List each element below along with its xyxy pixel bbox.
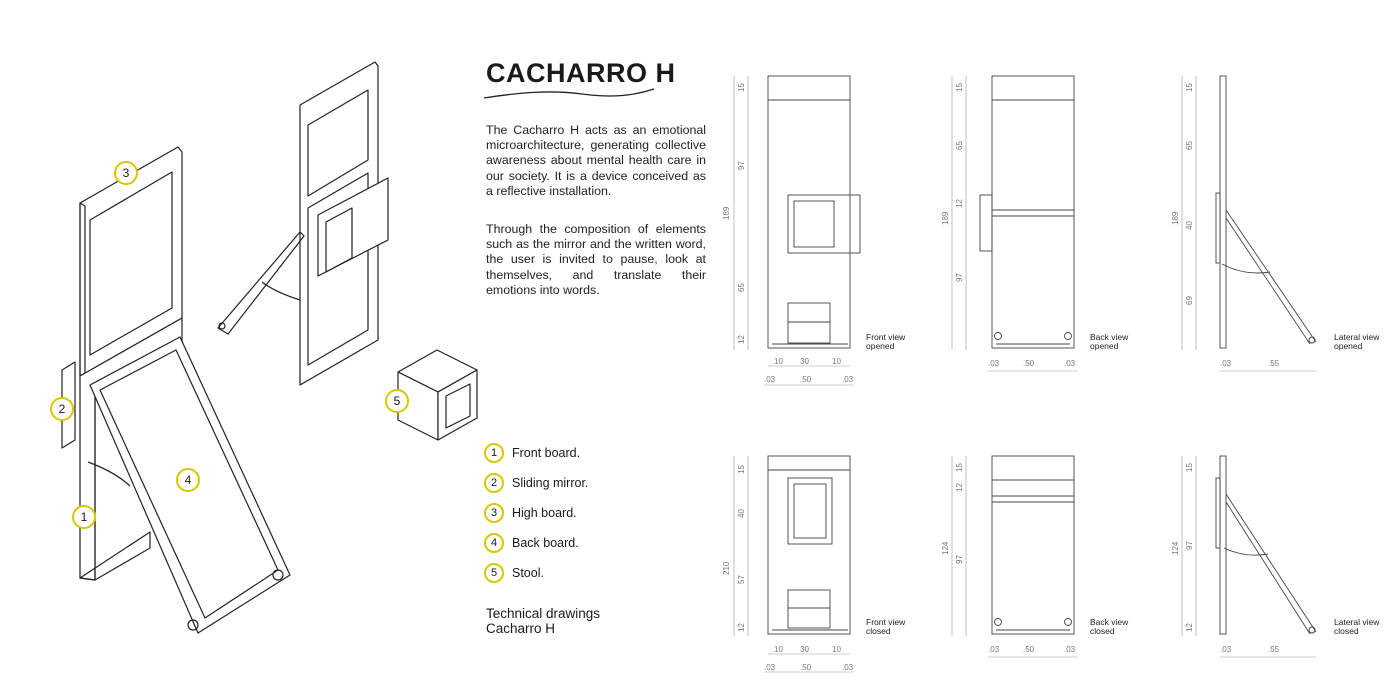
dim-fc-w1: 10: [774, 645, 783, 654]
legend-item-5: [484, 561, 544, 585]
legend-badge: 1: [484, 443, 504, 463]
dim-fc-b: 40: [737, 509, 746, 518]
dim-lo-b: 65: [1185, 141, 1194, 150]
callout-2: 2: [50, 397, 74, 421]
dim-fc-w4: .03: [764, 663, 776, 672]
legend-item-2: [484, 471, 588, 495]
caption-line: Back view: [1090, 332, 1129, 342]
legend-item-4: [484, 531, 579, 555]
dim-bc-w2: .50: [1023, 645, 1035, 654]
legend-label: Back board.: [512, 536, 579, 550]
legend-item-1: [484, 441, 580, 465]
dim-bc-b: 12: [955, 483, 964, 492]
dim-bo-d: 97: [955, 273, 964, 282]
dim-lo-a: 15: [1185, 83, 1194, 92]
caption-line: Front view: [866, 332, 906, 342]
dim-bc-total: 124: [941, 541, 950, 555]
dim-bo-c: 12: [955, 199, 964, 208]
dim-bo-w1: .03: [988, 359, 1000, 368]
technical-drawings: [720, 60, 1400, 690]
front-view-opened-drawing: [734, 76, 860, 385]
dim-bc-w1: .03: [988, 645, 1000, 654]
dim-fo-c: 65: [737, 283, 746, 292]
dim-lc-total: 124: [1171, 541, 1180, 555]
dim-lo-total: 189: [1171, 211, 1180, 225]
description-paragraph-1: The Cacharro H acts as an emotional microarchitecture, generating collective awareness about mental health care in our society. It is a device conceived as a reflective installation.: [486, 123, 706, 198]
caption-front-view-closed: [866, 618, 905, 636]
caption-line: Front view: [866, 617, 906, 627]
dim-fc-w3: 10: [832, 645, 841, 654]
caption-line: Lateral view: [1334, 332, 1380, 342]
dim-fo-w5: .50: [800, 375, 812, 384]
legend-badge: 5: [484, 563, 504, 583]
dim-fc-c: 57: [737, 575, 746, 584]
legend-label: High board.: [512, 506, 577, 520]
page-title: CACHARRO H: [486, 58, 676, 88]
isometric-illustration: [0, 0, 480, 700]
dim-fc-total: 210: [722, 561, 731, 575]
callout-4: 4: [176, 468, 200, 492]
caption-back-view-opened: [1090, 333, 1128, 351]
description-paragraph-2: Through the composition of elements such as the mirror and the written word, the user is invited to pause, look at themselves, and translate their emotions into words.: [486, 222, 706, 297]
caption-line: closed: [866, 626, 891, 636]
caption-line-1: Technical drawings: [486, 606, 601, 621]
dim-fo-d: 12: [737, 335, 746, 344]
lateral-view-closed-drawing: [1182, 456, 1316, 657]
dim-lc-c: 12: [1185, 623, 1194, 632]
caption-line: Lateral view: [1334, 617, 1380, 627]
legend-badge: 4: [484, 533, 504, 553]
dim-fc-w5: .50: [800, 663, 812, 672]
dim-bo-a: 15: [955, 83, 964, 92]
dim-bc-w3: .03: [1064, 645, 1076, 654]
dim-bc-c: 97: [955, 555, 964, 564]
dim-lc-a: 15: [1185, 463, 1194, 472]
dim-bo-w3: .03: [1064, 359, 1076, 368]
callout-5: 5: [385, 389, 409, 413]
dim-fc-d: 12: [737, 623, 746, 632]
legend-label: Sliding mirror.: [512, 476, 589, 490]
caption-line: opened: [866, 341, 895, 351]
dim-bo-total: 189: [941, 211, 950, 225]
dim-lc-w1: .03: [1220, 645, 1232, 654]
back-view-closed-drawing: [952, 456, 1078, 657]
dim-fo-w2: 30: [800, 357, 809, 366]
dim-bc-a: 15: [955, 463, 964, 472]
callout-1: 1: [72, 505, 96, 529]
legend-badge: 2: [484, 473, 504, 493]
callout-3: 3: [114, 161, 138, 185]
dim-lo-w2: .55: [1268, 359, 1280, 368]
caption-front-view-opened: [866, 333, 905, 351]
dim-lc-w2: .55: [1268, 645, 1280, 654]
dim-bo-w2: .50: [1023, 359, 1035, 368]
dim-fo-w4: .03: [764, 375, 776, 384]
dim-lc-b: 97: [1185, 541, 1194, 550]
caption-line-2: Cacharro H: [486, 621, 556, 636]
caption-line: closed: [1334, 626, 1359, 636]
dim-fo-w3: 10: [832, 357, 841, 366]
back-view-opened-drawing: [952, 76, 1078, 371]
dim-lo-d: 69: [1185, 296, 1194, 305]
caption-line: closed: [1090, 626, 1115, 636]
dim-fo-total: 189: [722, 206, 731, 220]
dim-fc-a: 15: [737, 465, 746, 474]
caption-line: opened: [1090, 341, 1119, 351]
caption-lateral-view-closed: [1334, 618, 1379, 636]
caption-back-view-closed: [1090, 618, 1128, 636]
legend-item-3: [484, 501, 577, 525]
dim-lo-w1: .03: [1220, 359, 1232, 368]
dim-fo-w1: 10: [774, 357, 783, 366]
title-underline-swash: [482, 86, 657, 102]
legend-label: Front board.: [512, 446, 581, 460]
legend-label: Stool.: [512, 566, 544, 580]
dim-fc-w2: 30: [800, 645, 809, 654]
dim-fo-w6: .03: [842, 375, 854, 384]
caption-line: opened: [1334, 341, 1363, 351]
dim-fc-w6: .03: [842, 663, 854, 672]
dim-fo-a: 15: [737, 83, 746, 92]
caption-line: Back view: [1090, 617, 1129, 627]
dim-bo-b: 65: [955, 141, 964, 150]
lateral-view-opened-drawing: [1182, 76, 1316, 371]
dim-lo-c: 40: [1185, 221, 1194, 230]
caption-lateral-view-opened: [1334, 333, 1379, 351]
dim-fo-b: 97: [737, 161, 746, 170]
front-view-closed-drawing: [734, 456, 854, 672]
legend-badge: 3: [484, 503, 504, 523]
technical-drawings-caption: [486, 606, 600, 636]
